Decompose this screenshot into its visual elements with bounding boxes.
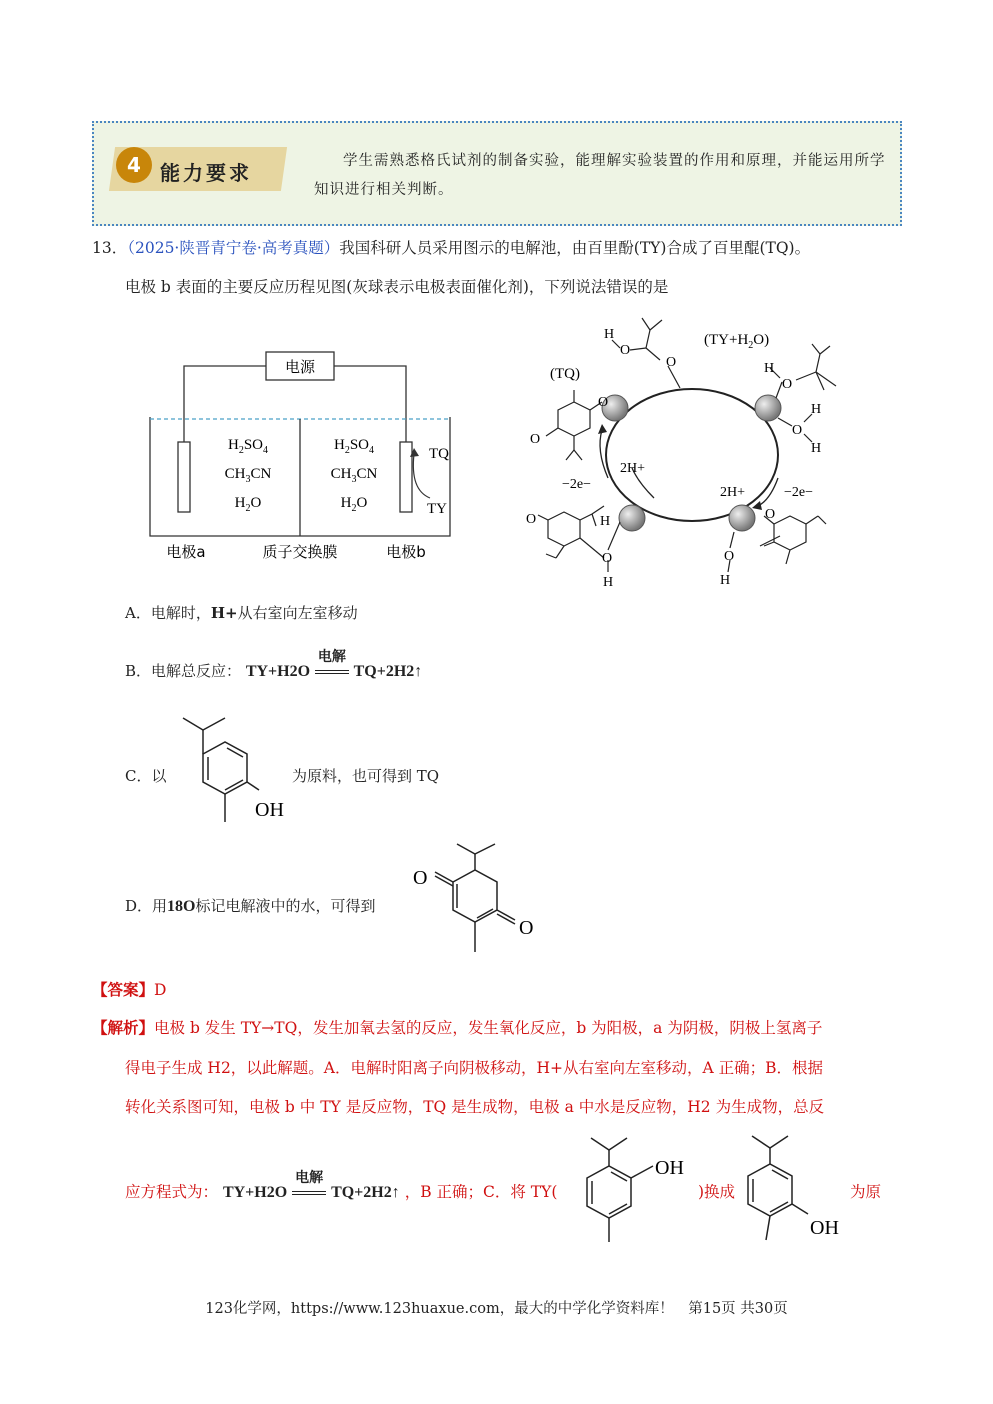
ty-h2o-label: $(TY+H_2O)$: [704, 332, 770, 351]
left-solution-h2o: $H_2O$: [234, 495, 262, 514]
right-solution-h2so4: $H_2SO_4$: [333, 437, 375, 456]
question-line1: [92, 237, 810, 259]
electrode-a-label: 电极a: [166, 543, 206, 561]
option-c-molecule: [165, 710, 295, 835]
answer-value: D: [154, 981, 167, 999]
bl-h-label: H: [600, 514, 611, 529]
ability-text: 学生需熟悉格氏试剂的制备实验，能理解实验装置的作用和原理，并能运用所学知识进行相关判断。: [314, 153, 886, 198]
analysis-line4-mid2: )换成: [698, 1183, 736, 1201]
option-d-o2: O: [519, 917, 534, 939]
analysis-alt-molecule: [738, 1130, 858, 1250]
electrode-b: [400, 442, 412, 512]
left-solution-ch3cn: $CH_3CN$: [224, 466, 272, 485]
tq-o2-label: O: [530, 432, 541, 447]
option-c-prefix: C．以: [125, 767, 167, 785]
tq-molecule-structure: [546, 390, 602, 460]
option-b-condition-arrow: [315, 650, 349, 680]
option-d-prefix: D．用: [125, 897, 168, 915]
analysis-line3: 转化关系图可知，电极 b 中 TY 是反应物，TQ 是生成物，电极 a 中水是反应物，H2 为生成物，总反: [125, 1098, 825, 1116]
catalyst-ball-3: [619, 505, 645, 531]
water-o-label: O: [792, 423, 803, 438]
analysis-line4-suffix: 为原: [850, 1183, 882, 1201]
option-b-condition: 电解: [317, 650, 346, 665]
electrode-b-label: 电极b: [386, 543, 426, 561]
analysis-eq-right: TQ+2H2↑: [331, 1184, 400, 1201]
catalyst-ball-4: [729, 505, 755, 531]
question-source: （2025·陕晋青宁卷·高考真题）: [127, 239, 340, 257]
option-b-prefix: B．电解总反应：: [125, 662, 242, 680]
tq-o1-label: O: [598, 395, 609, 410]
top-h-label: H: [604, 327, 615, 342]
analysis-ty-molecule: [565, 1130, 700, 1250]
power-source-label: 电源: [284, 358, 316, 376]
analysis-line1: [92, 1017, 912, 1039]
right-2h-label: 2H+: [720, 485, 746, 500]
answer: [92, 978, 166, 1000]
ty-oh: OH: [655, 1157, 684, 1179]
wire-left: [184, 366, 269, 470]
left-2h-label: 2H+: [620, 461, 646, 476]
top-o2-label: O: [620, 343, 631, 358]
question-number: 13．: [92, 239, 128, 257]
option-a-prefix: A．电解时，: [125, 604, 211, 622]
right-intermediate-structure: [770, 344, 836, 398]
option-d-isotope: 18O: [167, 898, 196, 915]
catalyst-ball-2: [755, 395, 781, 421]
option-b-eq-right: TQ+2H2↑: [353, 663, 423, 680]
cycle-ring: [606, 389, 778, 521]
option-c-suffix: 为原料，也可得到 TQ: [292, 767, 440, 785]
analysis-label: 【解析】: [92, 1018, 155, 1037]
analysis-eq-left: TY+H2O: [222, 1184, 288, 1201]
left-2e-label: −2e−: [562, 477, 592, 492]
bl-h2-label: H: [603, 575, 614, 590]
ty-to-tq-arrow: [413, 454, 430, 498]
analysis-text-1: 电极 b 发生 TY→TQ，发生加氧去氢的反应，发生氧化反应，b 为阳极，a 为阴极，阴极上氢离子: [154, 1019, 823, 1037]
water-h1-label: H: [811, 402, 822, 417]
ability-label: 能力要求: [160, 161, 252, 185]
question-stem-2: 电极 b 表面的主要反应历程见图(灰球表示电极表面催化剂)，下列说法错误的是: [125, 278, 669, 296]
water-h2-label: H: [811, 441, 822, 456]
left-solution-h2so4: $H_2SO_4$: [227, 437, 269, 456]
electrode-a: [178, 442, 190, 512]
ability-number-badge: 4: [116, 147, 152, 183]
alt-oh: OH: [810, 1217, 839, 1239]
bl-o2-label: O: [602, 551, 613, 566]
option-d-o1: O: [413, 867, 428, 889]
question-stem-1: 我国科研人员采用图示的电解池，由百里酚(TY)合成了百里醌(TQ)。: [339, 239, 811, 257]
analysis-line4-prefix: 应方程式为：: [125, 1183, 219, 1201]
analysis-line4: [125, 1171, 558, 1202]
br-o2-label: O: [724, 549, 735, 564]
page-footer: 123化学网，https://www.123huaxue.com，最大的中学化学资料库！ 第15页 共30页: [205, 1301, 788, 1317]
br-h-label: H: [720, 573, 731, 588]
analysis-line4-mid: ，B 正确；C．将 TY(: [404, 1183, 558, 1201]
catalytic-cycle-diagram: [520, 310, 840, 600]
right-2e-label: −2e−: [784, 485, 814, 500]
option-a-suffix: 从右室向左室移动: [237, 604, 358, 622]
analysis-line2: 得电子生成 H2，以此解题。A．电解时阳离子向阴极移动，H+从右室向左室移动，A 正确；B．根据: [125, 1059, 824, 1077]
analysis-condition: 电解: [295, 1171, 324, 1186]
option-a-ion: H+: [210, 604, 238, 622]
top-o-label: O: [666, 355, 677, 370]
bl-o-label: O: [526, 512, 537, 527]
option-b-eq-left: TY+H2O: [245, 663, 311, 680]
answer-label: 【答案】: [92, 980, 155, 999]
electrolysis-cell-diagram: [140, 340, 470, 570]
membrane-label: 质子交换膜: [262, 543, 338, 561]
option-d-suffix: 标记电解液中的水，可得到: [195, 897, 376, 915]
left-arrowhead: [598, 424, 607, 434]
ty-label: TY: [427, 501, 447, 517]
tq-cycle-label: (TQ): [550, 366, 580, 382]
tq-label: TQ: [429, 446, 449, 462]
analysis-condition-arrow: [292, 1171, 326, 1201]
right-h-label: H: [764, 361, 775, 376]
right-o-label: O: [782, 377, 793, 392]
option-d: [125, 895, 376, 916]
right-solution-ch3cn: $CH_3CN$: [330, 466, 378, 485]
right-cycle-arrow: [758, 478, 778, 506]
option-d-molecule: [405, 840, 555, 965]
ability-box: [92, 121, 902, 226]
option-a: [125, 602, 358, 623]
option-b: [125, 650, 423, 681]
br-o-label: O: [765, 507, 776, 522]
option-c-oh: OH: [255, 799, 284, 821]
right-solution-h2o: $H_2O$: [340, 495, 368, 514]
